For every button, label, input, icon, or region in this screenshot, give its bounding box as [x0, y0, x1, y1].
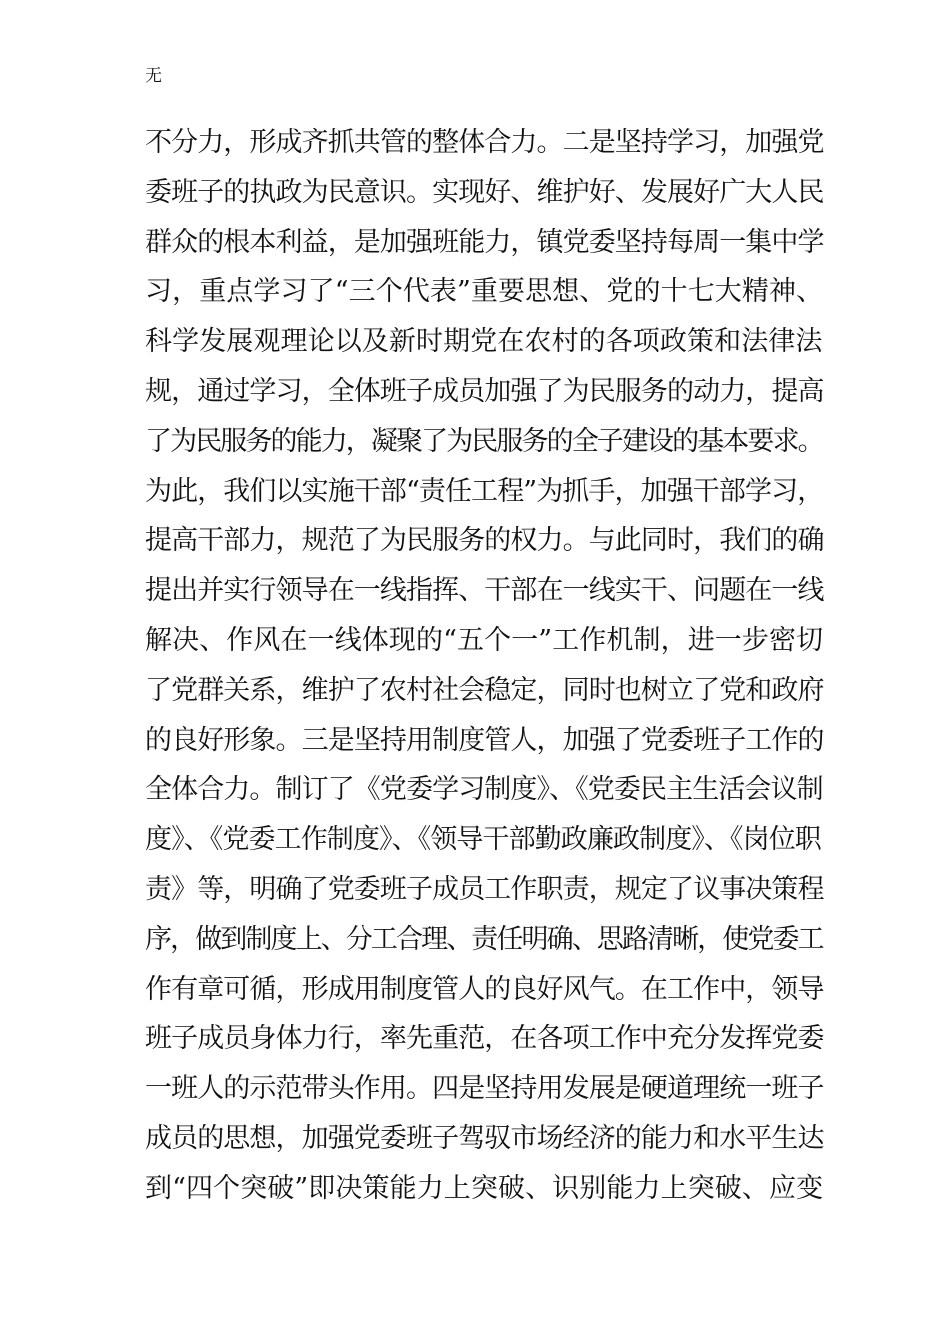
- text-line: 了党群关系，维护了农村社会稳定，同时也树立了党和政府: [145, 674, 824, 706]
- text-line: 班子成员身体力行，率先重范，在各项工作中充分发挥党委: [145, 1023, 824, 1055]
- text-line: 为此，我们以实施干部“责任工程”为抓手，加强干部学习，: [145, 475, 824, 507]
- text-line: 序，做到制度上、分工合理、责任明确、思路清晰，使党委工: [145, 923, 823, 955]
- text-line: 规，通过学习，全体班子成员加强了为民服务的动力，提高: [145, 375, 824, 407]
- text-line: 到“四个突破”即决策能力上突破、识别能力上突破、应变: [145, 1172, 824, 1204]
- text-line: 全体合力。制订了《党委学习制度》、《党委民主生活会议制: [145, 774, 823, 806]
- text-line: 的良好形象。三是坚持用制度管人，加强了党委班子工作的: [145, 724, 824, 756]
- text-line: 作有章可循，形成用制度管人的良好风气。在工作中，领导: [145, 973, 824, 1005]
- text-line: 提出并实行领导在一线指挥、干部在一线实干、问题在一线: [145, 575, 824, 607]
- text-line: 不分力，形成齐抓共管的整体合力。二是坚持学习，加强党: [145, 127, 824, 158]
- text-line: 委班子的执政为民意识。实现好、维护好、发展好广大人民: [145, 176, 824, 208]
- text-line: 科学发展观理论以及新时期党在农村的各项政策和法律法: [145, 326, 823, 358]
- header-mark: 无: [145, 66, 162, 86]
- text-line: 习，重点学习了“三个代表”重要思想、党的十七大精神、: [145, 276, 824, 308]
- text-line: 提高干部力，规范了为民服务的权力。与此同时，我们的确: [145, 525, 824, 557]
- text-line: 了为民服务的能力，凝聚了为民服务的全子建设的基本要求。: [145, 425, 823, 457]
- text-line: 度》、《党委工作制度》、《领导干部勤政廉政制度》、《岗位职: [145, 824, 821, 856]
- body-text: [145, 118, 825, 1214]
- text-line: 群众的根本利益，是加强班能力，镇党委坚持每周一集中学: [145, 226, 824, 258]
- text-line: 成员的思想，加强党委班子驾驭市场经济的能力和水平生达: [145, 1122, 824, 1154]
- text-line: 责》等，明确了党委班子成员工作职责，规定了议事决策程: [145, 873, 824, 905]
- text-line: 一班人的示范带头作用。四是坚持用发展是硬道理统一班子: [145, 1073, 824, 1105]
- text-line: 解决、作风在一线体现的“五个一”工作机制，进一步密切: [145, 624, 824, 656]
